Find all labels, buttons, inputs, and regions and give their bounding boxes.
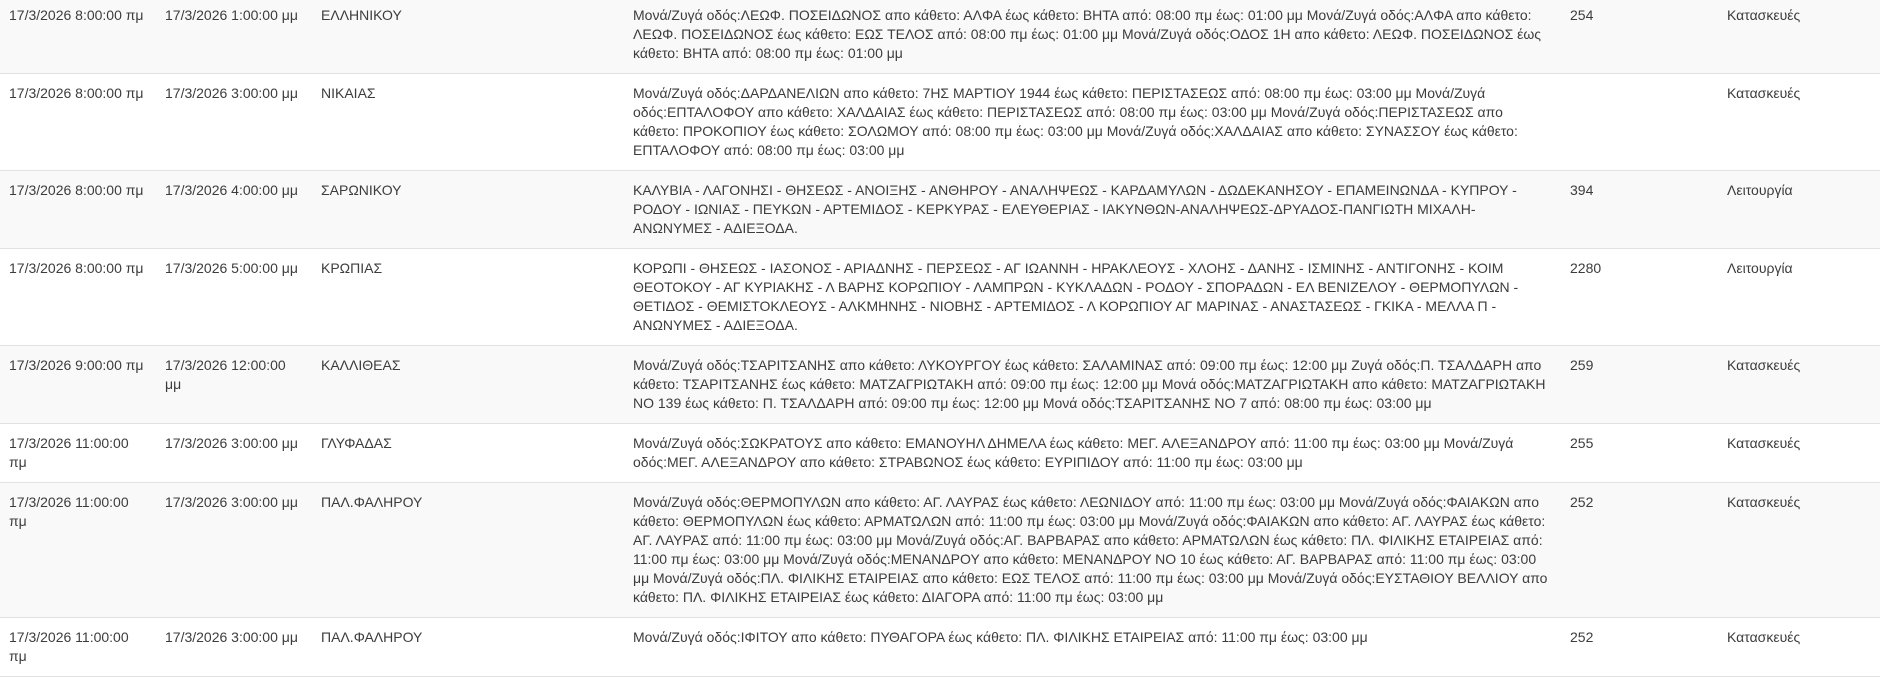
end-time-cell: 17/3/2026 4:00:00 μμ [156, 171, 312, 249]
start-time-cell: 17/3/2026 8:00:00 πμ [0, 249, 156, 346]
end-time-cell: 17/3/2026 3:00:00 μμ [156, 483, 312, 618]
end-time-cell: 17/3/2026 3:00:00 μμ [156, 74, 312, 171]
outage-type-cell: Λειτουργία [1718, 171, 1880, 249]
table-row [0, 0, 1880, 74]
start-time-cell: 17/3/2026 8:00:00 πμ [0, 171, 156, 249]
code-cell: 255 [1561, 424, 1718, 483]
table-row [0, 249, 1880, 346]
end-time-cell: 17/3/2026 3:00:00 μμ [156, 424, 312, 483]
end-time-cell: 17/3/2026 3:00:00 μμ [156, 618, 312, 677]
outage-type-cell: Λειτουργία [1718, 249, 1880, 346]
outage-type-cell: Κατασκευές [1718, 424, 1880, 483]
code-cell: 394 [1561, 171, 1718, 249]
code-cell: 254 [1561, 0, 1718, 74]
outage-type-cell: Κατασκευές [1718, 0, 1880, 74]
table-row [0, 346, 1880, 424]
table-row [0, 171, 1880, 249]
code-cell: 2280 [1561, 249, 1718, 346]
start-time-cell: 17/3/2026 11:00:00 πμ [0, 483, 156, 618]
start-time-cell: 17/3/2026 11:00:00 πμ [0, 618, 156, 677]
area-cell: ΓΛΥΦΑΔΑΣ [312, 424, 624, 483]
end-time-cell: 17/3/2026 5:00:00 μμ [156, 249, 312, 346]
start-time-cell: 17/3/2026 8:00:00 πμ [0, 0, 156, 74]
start-time-cell: 17/3/2026 11:00:00 πμ [0, 424, 156, 483]
area-cell: ΣΑΡΩΝΙΚΟΥ [312, 171, 624, 249]
area-cell: ΠΑΛ.ΦΑΛΗΡΟΥ [312, 483, 624, 618]
area-cell: ΠΑΛ.ΦΑΛΗΡΟΥ [312, 618, 624, 677]
end-time-cell: 17/3/2026 12:00:00 μμ [156, 346, 312, 424]
outage-type-cell: Κατασκευές [1718, 346, 1880, 424]
table-row [0, 483, 1880, 618]
affected-streets-cell: ΚΑΛΥΒΙΑ - ΛΑΓΟΝΗΣΙ - ΘΗΣΕΩΣ - ΑΝΟΙΞΗΣ - ΑΝΘΗΡΟΥ - ΑΝΑΛΗΨΕΩΣ - ΚΑΡΔΑΜΥΛΩΝ - ΔΩΔΕΚΑΝΗΣΟΥ - ΕΠΑΜΕΙΝΩΝΔΑ - ΚΥΠΡΟΥ - ΡΟΔΟΥ - ΙΩΝΙΑΣ - ΠΕΥΚΩΝ - ΑΡΤΕΜΙΔΟΣ - ΚΕΡΚΥΡΑΣ - ΕΛΕΥΘΕΡΙΑΣ - ΙΑΚΥΝΘΩΝ-ΑΝΑΛΗΨΕΩΣ-ΔΡΥΑΔΟΣ-ΠΑΝΓΙΩΤΗ ΜΙΧΑΛΗ-ΑΝΩΝΥΜΕΣ - ΑΔΙΕΞΟΔΑ. [624, 171, 1561, 249]
affected-streets-cell: Μονά/Ζυγά οδός:ΛΕΩΦ. ΠΟΣΕΙΔΩΝΟΣ απο κάθετο: ΑΛΦΑ έως κάθετο: ΒΗΤΑ από: 08:00 πμ έως: 01:00 μμ Μονά/Ζυγά οδός:ΑΛΦΑ απο κάθετο: ΛΕΩΦ. ΠΟΣΕΙΔΩΝΟΣ έως κάθετο: ΕΩΣ ΤΕΛΟΣ από: 08:00 πμ έως: 01:00 μμ Μονά/Ζυγά οδός:ΟΔΟΣ 1Η απο κάθετο: ΛΕΩΦ. ΠΟΣΕΙΔΩΝΟΣ έως κάθετο: ΒΗΤΑ από: 08:00 πμ έως: 01:00 μμ [624, 0, 1561, 74]
affected-streets-cell: Μονά/Ζυγά οδός:ΤΣΑΡΙΤΣΑΝΗΣ απο κάθετο: ΛΥΚΟΥΡΓΟΥ έως κάθετο: ΣΑΛΑΜΙΝΑΣ από: 09:00 πμ έως: 12:00 μμ Ζυγά οδός:Π. ΤΣΑΛΔΑΡΗ απο κάθετο: ΤΣΑΡΙΤΣΑΝΗΣ έως κάθετο: ΜΑΤΖΑΓΡΙΩΤΑΚΗ από: 09:00 πμ έως: 12:00 μμ Μονά οδός:ΜΑΤΖΑΓΡΙΩΤΑΚΗ απο κάθετο: ΜΑΤΖΑΓΡΙΩΤΑΚΗ ΝΟ 139 έως κάθετο: Π. ΤΣΑΛΔΑΡΗ από: 09:00 πμ έως: 12:00 μμ Μονά οδός:ΤΣΑΡΙΤΣΑΝΗΣ ΝΟ 7 από: 08:00 πμ έως: 03:00 μμ [624, 346, 1561, 424]
start-time-cell: 17/3/2026 8:00:00 πμ [0, 74, 156, 171]
area-cell: ΕΛΛΗΝΙΚΟΥ [312, 0, 624, 74]
start-time-cell: 17/3/2026 9:00:00 πμ [0, 346, 156, 424]
affected-streets-cell: Μονά/Ζυγά οδός:ΙΦΙΤΟΥ απο κάθετο: ΠΥΘΑΓΟΡΑ έως κάθετο: ΠΛ. ΦΙΛΙΚΗΣ ΕΤΑΙΡΕΙΑΣ από: 11:00 πμ έως: 03:00 μμ [624, 618, 1561, 677]
table-row [0, 74, 1880, 171]
outage-type-cell: Κατασκευές [1718, 483, 1880, 618]
affected-streets-cell: Μονά/Ζυγά οδός:ΣΩΚΡΑΤΟΥΣ απο κάθετο: ΕΜΑΝΟΥΗΛ ΔΗΜΕΛΑ έως κάθετο: ΜΕΓ. ΑΛΕΞΑΝΔΡΟΥ από: 11:00 πμ έως: 03:00 μμ Μονά/Ζυγά οδός:ΜΕΓ. ΑΛΕΞΑΝΔΡΟΥ απο κάθετο: ΣΤΡΑΒΩΝΟΣ έως κάθετο: ΕΥΡΙΠΙΔΟΥ από: 11:00 πμ έως: 03:00 μμ [624, 424, 1561, 483]
area-cell: ΚΡΩΠΙΑΣ [312, 249, 624, 346]
affected-streets-cell: ΚΟΡΩΠΙ - ΘΗΣΕΩΣ - ΙΑΣΟΝΟΣ - ΑΡΙΑΔΝΗΣ - ΠΕΡΣΕΩΣ - ΑΓ ΙΩΑΝΝΗ - ΗΡΑΚΛΕΟΥΣ - ΧΛΟΗΣ - ΔΑΝΗΣ - ΙΣΜΙΝΗΣ - ΑΝΤΙΓΟΝΗΣ - ΚΟΙΜ ΘΕΟΤΟΚΟΥ - ΑΓ ΚΥΡΙΑΚΗΣ - Λ ΒΑΡΗΣ ΚΟΡΩΠΙΟΥ - ΛΑΜΠΡΩΝ - ΚΥΚΛΑΔΩΝ - ΡΟΔΟΥ - ΣΠΟΡΑΔΩΝ - ΕΛ ΒΕΝΙΖΕΛΟΥ - ΘΕΡΜΟΠΥΛΩΝ - ΘΕΤΙΔΟΣ - ΘΕΜΙΣΤΟΚΛΕΟΥΣ - ΑΛΚΜΗΝΗΣ - ΝΙΟΒΗΣ - ΑΡΤΕΜΙΔΟΣ - Λ ΚΟΡΩΠΙΟΥ ΑΓ ΜΑΡΙΝΑΣ - ΑΝΑΣΤΑΣΕΩΣ - ΓΚΙΚΑ - ΜΕΛΛΑ Π - ΑΝΩΝΥΜΕΣ - ΑΔΙΕΞΟΔΑ. [624, 249, 1561, 346]
affected-streets-cell: Μονά/Ζυγά οδός:ΘΕΡΜΟΠΥΛΩΝ απο κάθετο: ΑΓ. ΛΑΥΡΑΣ έως κάθετο: ΛΕΩΝΙΔΟΥ από: 11:00 πμ έως: 03:00 μμ Μονά/Ζυγά οδός:ΦΑΙΑΚΩΝ απο κάθετο: ΘΕΡΜΟΠΥΛΩΝ έως κάθετο: ΑΡΜΑΤΩΛΩΝ από: 11:00 πμ έως: 03:00 μμ Μονά/Ζυγά οδός:ΦΑΙΑΚΩΝ απο κάθετο: ΑΓ. ΛΑΥΡΑΣ έως κάθετο: ΑΓ. ΛΑΥΡΑΣ από: 11:00 πμ έως: 03:00 μμ Μονά/Ζυγά οδός:ΑΓ. ΒΑΡΒΑΡΑΣ απο κάθετο: ΑΡΜΑΤΩΛΩΝ έως κάθετο: ΠΛ. ΦΙΛΙΚΗΣ ΕΤΑΙΡΕΙΑΣ από: 11:00 πμ έως: 03:00 μμ Μονά/Ζυγά οδός:ΜΕΝΑΝΔΡΟΥ απο κάθετο: ΜΕΝΑΝΔΡΟΥ ΝΟ 10 έως κάθετο: ΑΓ. ΒΑΡΒΑΡΑΣ από: 11:00 πμ έως: 03:00 μμ Μονά/Ζυγά οδός:ΠΛ. ΦΙΛΙΚΗΣ ΕΤΑΙΡΕΙΑΣ απο κάθετο: ΕΩΣ ΤΕΛΟΣ από: 11:00 πμ έως: 03:00 μμ Μονά/Ζυγά οδός:ΕΥΣΤΑΘΙΟΥ ΒΕΛΛΙΟΥ απο κάθετο: ΠΛ. ΦΙΛΙΚΗΣ ΕΤΑΙΡΕΙΑΣ έως κάθετο: ΔΙΑΓΟΡΑ από: 11:00 πμ έως: 03:00 μμ [624, 483, 1561, 618]
table-row [0, 618, 1880, 677]
end-time-cell: 17/3/2026 1:00:00 μμ [156, 0, 312, 74]
code-cell [1561, 74, 1718, 171]
code-cell: 252 [1561, 618, 1718, 677]
area-cell: ΚΑΛΛΙΘΕΑΣ [312, 346, 624, 424]
affected-streets-cell: Μονά/Ζυγά οδός:ΔΑΡΔΑΝΕΛΙΩΝ απο κάθετο: 7ΗΣ ΜΑΡΤΙΟΥ 1944 έως κάθετο: ΠΕΡΙΣΤΑΣΕΩΣ από: 08:00 πμ έως: 03:00 μμ Μονά/Ζυγά οδός:ΕΠΤΑΛΟΦΟΥ απο κάθετο: ΧΑΛΔΑΙΑΣ έως κάθετο: ΠΕΡΙΣΤΑΣΕΩΣ από: 08:00 πμ έως: 03:00 μμ Μονά/Ζυγά οδός:ΠΕΡΙΣΤΑΣΕΩΣ απο κάθετο: ΠΡΟΚΟΠΙΟΥ έως κάθετο: ΣΟΛΩΜΟΥ από: 08:00 πμ έως: 03:00 μμ Μονά/Ζυγά οδός:ΧΑΛΔΑΙΑΣ απο κάθετο: ΣΥΝΑΣΣΟΥ έως κάθετο: ΕΠΤΑΛΟΦΟΥ από: 08:00 πμ έως: 03:00 μμ [624, 74, 1561, 171]
code-cell: 259 [1561, 346, 1718, 424]
outage-type-cell: Κατασκευές [1718, 74, 1880, 171]
code-cell: 252 [1561, 483, 1718, 618]
area-cell: ΝΙΚΑΙΑΣ [312, 74, 624, 171]
outage-type-cell: Κατασκευές [1718, 618, 1880, 677]
table-row [0, 424, 1880, 483]
